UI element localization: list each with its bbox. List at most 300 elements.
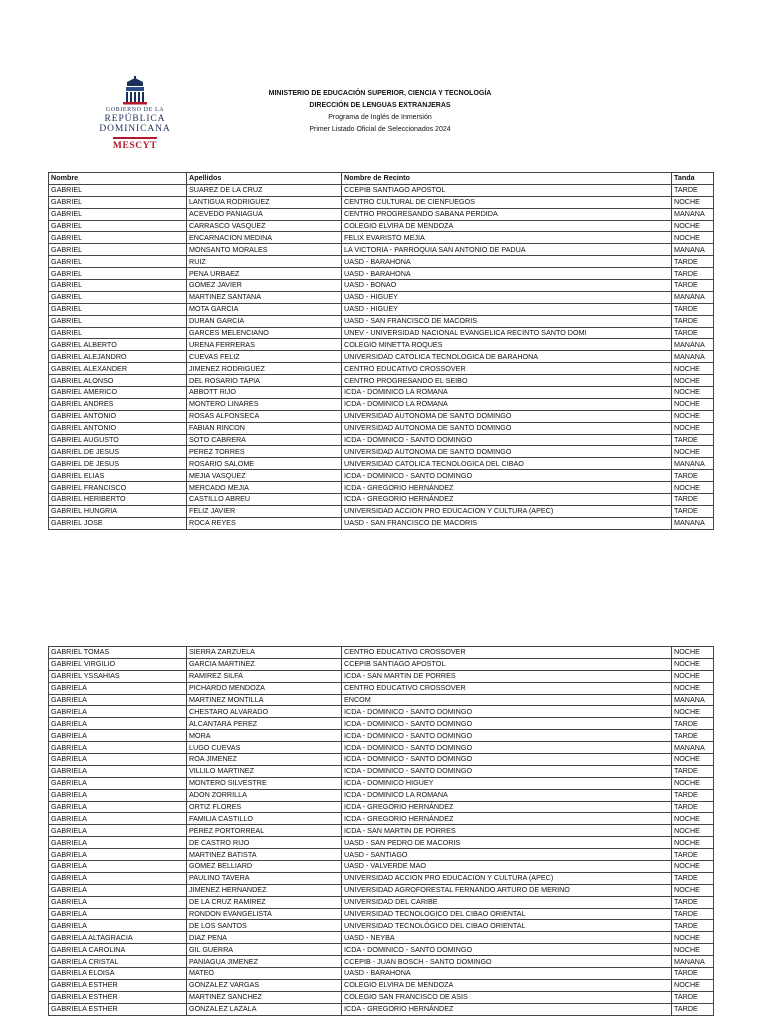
column-header-tanda: Tanda <box>672 173 714 185</box>
table-row <box>49 339 714 351</box>
table-row <box>49 434 714 446</box>
cell-nombre: GABRIEL ALEXANDER <box>49 363 187 375</box>
cell-tanda: TARDE <box>672 256 714 268</box>
cell-nombre: GABRIEL AUGUSTO <box>49 434 187 446</box>
cell-tanda: MANANA <box>672 694 714 706</box>
cell-tanda: NOCHE <box>672 670 714 682</box>
cell-nombre: GABRIEL TOMAS <box>49 647 187 659</box>
cell-apellidos: ENCARNACION MEDINA <box>187 232 342 244</box>
cell-apellidos: DEL ROSARIO TAPIA <box>187 375 342 387</box>
table-row <box>49 991 714 1003</box>
cell-recinto: COLEGIO MINETTA ROQUES <box>342 339 672 351</box>
cell-tanda: NOCHE <box>672 944 714 956</box>
cell-nombre: GABRIELA <box>49 849 187 861</box>
cell-apellidos: PICHARDO MENDOZA <box>187 682 342 694</box>
cell-apellidos: DURAN GARCIA <box>187 315 342 327</box>
cell-recinto: UNEV - UNIVERSIDAD NACIONAL EVANGELICA RECINTO SANTO DOMI <box>342 327 672 339</box>
table-row <box>49 956 714 968</box>
cell-tanda: TARDE <box>672 303 714 315</box>
cell-apellidos: MARTINEZ MONTILLA <box>187 694 342 706</box>
cell-apellidos: FELIZ JAVIER <box>187 505 342 517</box>
cell-nombre: GABRIEL FRANCISCO <box>49 482 187 494</box>
coat-of-arms-icon <box>117 76 153 106</box>
cell-recinto: ICDA - DOMINICO - SANTO DOMINGO <box>342 718 672 730</box>
cell-tanda: TARDE <box>672 968 714 980</box>
cell-nombre: GABRIELA <box>49 765 187 777</box>
cell-apellidos: ADON ZORRILLA <box>187 789 342 801</box>
cell-apellidos: CARRASCO VASQUEZ <box>187 220 342 232</box>
cell-apellidos: JIMENEZ RODRIGUEZ <box>187 363 342 375</box>
table-row <box>49 280 714 292</box>
cell-apellidos: MONSANTO MORALES <box>187 244 342 256</box>
cell-nombre: GABRIEL <box>49 208 187 220</box>
cell-apellidos: ROSAS ALFONSECA <box>187 410 342 422</box>
cell-nombre: GABRIELA <box>49 884 187 896</box>
table-row <box>49 920 714 932</box>
cell-recinto: ICDA - DOMINICO - SANTO DOMINGO <box>342 742 672 754</box>
cell-apellidos: DE LA CRUZ RAMIREZ <box>187 896 342 908</box>
table-row <box>49 398 714 410</box>
department-title: DIRECCIÓN DE LENGUAS EXTRANJERAS <box>309 102 451 109</box>
cell-apellidos: GIL GUERRA <box>187 944 342 956</box>
cell-nombre: GABRIEL <box>49 291 187 303</box>
cell-nombre: GABRIEL ANTONIO <box>49 422 187 434</box>
table-row <box>49 315 714 327</box>
cell-tanda: TARDE <box>672 730 714 742</box>
cell-nombre: GABRIEL <box>49 303 187 315</box>
table-row <box>49 647 714 659</box>
table-row <box>49 387 714 399</box>
cell-tanda: TARDE <box>672 505 714 517</box>
cell-recinto: UNIVERSIDAD AGROFORESTAL FERNANDO ARTURO DE MERINO <box>342 884 672 896</box>
cell-nombre: GABRIELA <box>49 801 187 813</box>
column-header-recinto: Nombre de Recinto <box>342 173 672 185</box>
cell-apellidos: RONDON EVANGELISTA <box>187 908 342 920</box>
cell-tanda: NOCHE <box>672 884 714 896</box>
cell-nombre: GABRIELA ALTAGRACIA <box>49 932 187 944</box>
table-row <box>49 706 714 718</box>
table-row <box>49 944 714 956</box>
cell-apellidos: PANIAGUA JIMENEZ <box>187 956 342 968</box>
logo-mescyt-label: MESCYT <box>112 140 158 151</box>
cell-apellidos: SIERRA ZARZUELA <box>187 647 342 659</box>
cell-recinto: CENTRO EDUCATIVO CROSSOVER <box>342 647 672 659</box>
cell-recinto: ICDA - DOMINICO HIGUEY <box>342 777 672 789</box>
column-header-nombre: Nombre <box>49 173 187 185</box>
cell-nombre: GABRIELA <box>49 872 187 884</box>
cell-tanda: TARDE <box>672 434 714 446</box>
table-row <box>49 196 714 208</box>
table-row <box>49 410 714 422</box>
cell-apellidos: MATEO <box>187 968 342 980</box>
cell-tanda: TARDE <box>672 1003 714 1015</box>
table-row <box>49 505 714 517</box>
cell-tanda: NOCHE <box>672 979 714 991</box>
table-row <box>49 884 714 896</box>
cell-recinto: UASD - HIGUEY <box>342 303 672 315</box>
cell-recinto: ICDA - DOMINICO LA ROMANA <box>342 398 672 410</box>
cell-tanda: NOCHE <box>672 658 714 670</box>
cell-recinto: CENTRO PROGRESANDO EL SEIBO <box>342 375 672 387</box>
cell-apellidos: LANTIGUA RODRIGUEZ <box>187 196 342 208</box>
table-row <box>49 422 714 434</box>
table-row <box>49 363 714 375</box>
table-row <box>49 896 714 908</box>
cell-tanda: NOCHE <box>672 196 714 208</box>
cell-nombre: GABRIEL ALBERTO <box>49 339 187 351</box>
ministry-title: MINISTERIO DE EDUCACIÓN SUPERIOR, CIENCIA Y TECNOLOGÍA <box>268 90 492 97</box>
cell-nombre: GABRIEL DE JESUS <box>49 446 187 458</box>
cell-recinto: CENTRO EDUCATIVO CROSSOVER <box>342 682 672 694</box>
cell-tanda: TARDE <box>672 494 714 506</box>
table-row <box>49 256 714 268</box>
selection-table-bottom <box>48 646 714 1016</box>
cell-recinto: UNIVERSIDAD CATOLICA TECNOLOGICA DE BARAHONA <box>342 351 672 363</box>
cell-apellidos: GARCES MELENCIANO <box>187 327 342 339</box>
cell-tanda: NOCHE <box>672 446 714 458</box>
cell-nombre: GABRIELA <box>49 706 187 718</box>
table-row <box>49 861 714 873</box>
cell-recinto: ICDA - GREGORIO HERNÁNDEZ <box>342 482 672 494</box>
cell-apellidos: SUAREZ DE LA CRUZ <box>187 184 342 196</box>
cell-nombre: GABRIEL <box>49 220 187 232</box>
cell-recinto: ICDA - DOMINICO LA ROMANA <box>342 387 672 399</box>
cell-nombre: GABRIELA <box>49 789 187 801</box>
cell-recinto: CCEPIB - JUAN BOSCH - SANTO DOMINGO <box>342 956 672 968</box>
cell-tanda: MANANA <box>672 458 714 470</box>
cell-apellidos: MARTINEZ SANTANA <box>187 291 342 303</box>
cell-tanda: NOCHE <box>672 861 714 873</box>
table-row <box>49 908 714 920</box>
cell-tanda: NOCHE <box>672 813 714 825</box>
cell-tanda: MANANA <box>672 339 714 351</box>
cell-recinto: CENTRO CULTURAL DE CIENFUEGOS <box>342 196 672 208</box>
table-row <box>49 670 714 682</box>
table-row <box>49 208 714 220</box>
cell-nombre: GABRIEL HUNGRIA <box>49 505 187 517</box>
table-row <box>49 375 714 387</box>
table-row <box>49 220 714 232</box>
cell-apellidos: MARTINEZ BATISTA <box>187 849 342 861</box>
cell-tanda: MANANA <box>672 291 714 303</box>
cell-tanda: NOCHE <box>672 220 714 232</box>
cell-tanda: MANANA <box>672 208 714 220</box>
cell-recinto: UASD - SAN FRANCISCO DE MACORIS <box>342 517 672 529</box>
cell-nombre: GABRIELA <box>49 920 187 932</box>
cell-recinto: ICDA - GREGORIO HERNÁNDEZ <box>342 494 672 506</box>
cell-recinto: CENTRO EDUCATIVO CROSSOVER <box>342 363 672 375</box>
cell-apellidos: PEREZ TORRES <box>187 446 342 458</box>
cell-nombre: GABRIELA ESTHER <box>49 1003 187 1015</box>
cell-nombre: GABRIELA <box>49 908 187 920</box>
table-row <box>49 718 714 730</box>
cell-tanda: NOCHE <box>672 410 714 422</box>
cell-recinto: ICDA - GREGORIO HERNÁNDEZ <box>342 801 672 813</box>
cell-recinto: ICDA - SAN MARTIN DE PORRES <box>342 670 672 682</box>
cell-nombre: GABRIEL ANDRES <box>49 398 187 410</box>
cell-recinto: UNIVERSIDAD ACCION PRO EDUCACION Y CULTURA (APEC) <box>342 505 672 517</box>
cell-nombre: GABRIEL <box>49 232 187 244</box>
cell-tanda: TARDE <box>672 327 714 339</box>
cell-tanda: TARDE <box>672 280 714 292</box>
cell-tanda: TARDE <box>672 896 714 908</box>
table-row <box>49 268 714 280</box>
cell-nombre: GABRIELA <box>49 682 187 694</box>
cell-nombre: GABRIEL ELIAS <box>49 470 187 482</box>
selection-table-top <box>48 172 714 530</box>
table-row <box>49 327 714 339</box>
cell-apellidos: JIMENEZ HERNANDEZ <box>187 884 342 896</box>
cell-apellidos: ACEVEDO PANIAGUA <box>187 208 342 220</box>
cell-nombre: GABRIELA <box>49 825 187 837</box>
cell-nombre: GABRIEL <box>49 327 187 339</box>
cell-apellidos: RAMIREZ SILFA <box>187 670 342 682</box>
cell-tanda: MANANA <box>672 351 714 363</box>
cell-tanda: NOCHE <box>672 932 714 944</box>
cell-recinto: ICDA - GREGORIO HERNÁNDEZ <box>342 1003 672 1015</box>
cell-apellidos: VILLILO MARTINEZ <box>187 765 342 777</box>
cell-recinto: CCEPIB SANTIAGO APOSTOL <box>342 658 672 670</box>
cell-nombre: GABRIEL AMERICO <box>49 387 187 399</box>
cell-nombre: GABRIEL VIRGILIO <box>49 658 187 670</box>
cell-apellidos: MERCADO MEJIA <box>187 482 342 494</box>
cell-recinto: UASD - BARAHONA <box>342 968 672 980</box>
cell-tanda: NOCHE <box>672 398 714 410</box>
cell-tanda: NOCHE <box>672 706 714 718</box>
cell-apellidos: GOMEZ JAVIER <box>187 280 342 292</box>
table-row <box>49 932 714 944</box>
cell-tanda: TARDE <box>672 908 714 920</box>
table-row <box>49 765 714 777</box>
table-row <box>49 813 714 825</box>
cell-tanda: TARDE <box>672 872 714 884</box>
cell-recinto: COLEGIO SAN FRANCISCO DE ASIS <box>342 991 672 1003</box>
cell-recinto: UNIVERSIDAD AUTONOMA DE SANTO DOMINGO <box>342 422 672 434</box>
cell-nombre: GABRIELA CRISTAL <box>49 956 187 968</box>
cell-recinto: CENTRO PROGRESANDO SABANA PERDIDA <box>342 208 672 220</box>
table-row <box>49 244 714 256</box>
cell-tanda: TARDE <box>672 849 714 861</box>
cell-recinto: UNIVERSIDAD TECNOLÓGICO DEL CIBAO ORIENTAL <box>342 920 672 932</box>
table-row <box>49 658 714 670</box>
table-row <box>49 789 714 801</box>
cell-nombre: GABRIEL YSSAHIAS <box>49 670 187 682</box>
table-row <box>49 351 714 363</box>
document-header <box>230 88 530 136</box>
cell-nombre: GABRIELA <box>49 813 187 825</box>
table-row <box>49 837 714 849</box>
cell-recinto: UASD - VALVERDE MAO <box>342 861 672 873</box>
cell-recinto: UNIVERSIDAD AUTONOMA DE SANTO DOMINGO <box>342 410 672 422</box>
cell-tanda: TARDE <box>672 184 714 196</box>
cell-tanda: MANANA <box>672 956 714 968</box>
table-row <box>49 517 714 529</box>
cell-tanda: NOCHE <box>672 647 714 659</box>
cell-recinto: UNIVERSIDAD AUTONOMA DE SANTO DOMINGO <box>342 446 672 458</box>
cell-tanda: TARDE <box>672 470 714 482</box>
cell-nombre: GABRIEL <box>49 196 187 208</box>
cell-recinto: UASD - SAN FRANCISCO DE MACORIS <box>342 315 672 327</box>
cell-apellidos: ABBOTT RIJO <box>187 387 342 399</box>
cell-recinto: UASD - HIGUEY <box>342 291 672 303</box>
cell-tanda: TARDE <box>672 315 714 327</box>
mescyt-logo <box>70 76 200 151</box>
cell-recinto: UASD - SANTIAGO <box>342 849 672 861</box>
cell-tanda: NOCHE <box>672 232 714 244</box>
table-row <box>49 968 714 980</box>
cell-tanda: NOCHE <box>672 682 714 694</box>
cell-recinto: ICDA - DOMINICO - SANTO DOMINGO <box>342 434 672 446</box>
cell-recinto: LA VICTORIA - PARROQUIA SAN ANTONIO DE PADUA <box>342 244 672 256</box>
cell-tanda: TARDE <box>672 718 714 730</box>
cell-apellidos: MONTERO SILVESTRE <box>187 777 342 789</box>
cell-apellidos: CHESTARO ALVARADO <box>187 706 342 718</box>
cell-tanda: NOCHE <box>672 837 714 849</box>
cell-recinto: ICDA - DOMINICO - SANTO DOMINGO <box>342 706 672 718</box>
table-row <box>49 694 714 706</box>
cell-recinto: ICDA - DOMINICO - SANTO DOMINGO <box>342 754 672 766</box>
cell-tanda: TARDE <box>672 268 714 280</box>
cell-recinto: UNIVERSIDAD TECNOLOGICO DEL CIBAO ORIENTAL <box>342 908 672 920</box>
table-row <box>49 801 714 813</box>
cell-apellidos: CASTILLO ABREU <box>187 494 342 506</box>
cell-nombre: GABRIELA <box>49 754 187 766</box>
cell-recinto: UASD - NEYBA <box>342 932 672 944</box>
cell-recinto: ICDA - DOMINICO - SANTO DOMINGO <box>342 765 672 777</box>
cell-apellidos: DIAZ PENA <box>187 932 342 944</box>
cell-apellidos: RUIZ <box>187 256 342 268</box>
cell-apellidos: DE CASTRO RIJO <box>187 837 342 849</box>
cell-nombre: GABRIEL <box>49 244 187 256</box>
table-row <box>49 303 714 315</box>
cell-apellidos: ROCA REYES <box>187 517 342 529</box>
table-row <box>49 184 714 196</box>
table-row <box>49 777 714 789</box>
cell-recinto: FELIX EVARISTO MEJIA <box>342 232 672 244</box>
table-row <box>49 458 714 470</box>
cell-recinto: ENCOM <box>342 694 672 706</box>
cell-apellidos: FAMILIA CASTILLO <box>187 813 342 825</box>
cell-recinto: ICDA - DOMINICO - SANTO DOMINGO <box>342 944 672 956</box>
table-row <box>49 754 714 766</box>
cell-tanda: NOCHE <box>672 777 714 789</box>
cell-tanda: NOCHE <box>672 375 714 387</box>
table-row <box>49 1003 714 1015</box>
cell-nombre: GABRIEL DE JESUS <box>49 458 187 470</box>
cell-tanda: MANANA <box>672 244 714 256</box>
table-row <box>49 979 714 991</box>
cell-nombre: GABRIELA <box>49 718 187 730</box>
cell-apellidos: MEJIA VASQUEZ <box>187 470 342 482</box>
cell-nombre: GABRIELA <box>49 896 187 908</box>
cell-recinto: COLEGIO ELVIRA DE MENDOZA <box>342 220 672 232</box>
cell-apellidos: MOTA GARCIA <box>187 303 342 315</box>
table-row <box>49 730 714 742</box>
list-title: Primer Listado Oficial de Seleccionados 2024 <box>309 126 451 133</box>
cell-nombre: GABRIELA <box>49 730 187 742</box>
table-row <box>49 232 714 244</box>
cell-nombre: GABRIEL <box>49 268 187 280</box>
cell-nombre: GABRIEL ALEJANDRO <box>49 351 187 363</box>
cell-nombre: GABRIEL HERIBERTO <box>49 494 187 506</box>
cell-apellidos: ORTIZ FLORES <box>187 801 342 813</box>
cell-tanda: TARDE <box>672 801 714 813</box>
table-row <box>49 682 714 694</box>
cell-apellidos: FABIAN RINCON <box>187 422 342 434</box>
table-row <box>49 291 714 303</box>
cell-apellidos: CUEVAS FELIZ <box>187 351 342 363</box>
cell-nombre: GABRIEL <box>49 315 187 327</box>
table-row <box>49 494 714 506</box>
cell-recinto: CCEPIB SANTIAGO APOSTOL <box>342 184 672 196</box>
cell-nombre: GABRIELA ELOISA <box>49 968 187 980</box>
cell-recinto: ICDA - DOMINICO - SANTO DOMINGO <box>342 730 672 742</box>
cell-recinto: UASD - SAN PEDRO DE MACORIS <box>342 837 672 849</box>
cell-nombre: GABRIELA ESTHER <box>49 979 187 991</box>
cell-apellidos: PEREZ PORTORREAL <box>187 825 342 837</box>
cell-tanda: TARDE <box>672 991 714 1003</box>
table-row <box>49 470 714 482</box>
cell-tanda: TARDE <box>672 920 714 932</box>
logo-government-label: GOBIERNO DE LA <box>105 107 165 113</box>
cell-tanda: NOCHE <box>672 825 714 837</box>
cell-recinto: COLEGIO ELVIRA DE MENDOZA <box>342 979 672 991</box>
cell-tanda: MANANA <box>672 517 714 529</box>
cell-apellidos: SOTO CABRERA <box>187 434 342 446</box>
cell-apellidos: ROSARIO SALOME <box>187 458 342 470</box>
cell-tanda: TARDE <box>672 789 714 801</box>
cell-recinto: UNIVERSIDAD CATOLICA TECNOLOGICA DEL CIBAO <box>342 458 672 470</box>
cell-tanda: MANANA <box>672 742 714 754</box>
table-row <box>49 849 714 861</box>
table-header-row <box>49 173 714 185</box>
table-row <box>49 872 714 884</box>
logo-republic-label: REPÚBLICA DOMINICANA <box>99 114 171 134</box>
cell-recinto: UASD - BARAHONA <box>342 256 672 268</box>
cell-apellidos: MONTERO LINARES <box>187 398 342 410</box>
cell-nombre: GABRIELA ESTHER <box>49 991 187 1003</box>
cell-nombre: GABRIELA <box>49 777 187 789</box>
cell-recinto: ICDA - DOMINICO - SANTO DOMINGO <box>342 470 672 482</box>
cell-tanda: NOCHE <box>672 387 714 399</box>
cell-apellidos: URENA FERRERAS <box>187 339 342 351</box>
program-title: Programa de Inglés de Inmersión <box>328 114 432 121</box>
cell-apellidos: LUGO CUEVAS <box>187 742 342 754</box>
cell-nombre: GABRIELA <box>49 861 187 873</box>
cell-recinto: ICDA - DOMINICO LA ROMANA <box>342 789 672 801</box>
cell-apellidos: ALCANTARA PEREZ <box>187 718 342 730</box>
cell-recinto: UNIVERSIDAD DEL CARIBE <box>342 896 672 908</box>
table-row <box>49 446 714 458</box>
cell-tanda: NOCHE <box>672 363 714 375</box>
cell-nombre: GABRIELA <box>49 742 187 754</box>
cell-nombre: GABRIELA CAROLINA <box>49 944 187 956</box>
cell-apellidos: MARTINEZ SANCHEZ <box>187 991 342 1003</box>
cell-recinto: ICDA - GREGORIO HERNÁNDEZ <box>342 813 672 825</box>
cell-recinto: UASD - BONAO <box>342 280 672 292</box>
cell-apellidos: PENA URBAEZ <box>187 268 342 280</box>
cell-apellidos: ROA JIMENEZ <box>187 754 342 766</box>
cell-apellidos: DE LOS SANTOS <box>187 920 342 932</box>
logo-divider <box>113 137 157 139</box>
cell-nombre: GABRIEL <box>49 256 187 268</box>
cell-nombre: GABRIEL <box>49 184 187 196</box>
cell-apellidos: GONZALEZ VARGAS <box>187 979 342 991</box>
table-row <box>49 825 714 837</box>
cell-tanda: NOCHE <box>672 422 714 434</box>
cell-apellidos: GONZALEZ LAZALA <box>187 1003 342 1015</box>
cell-recinto: ICDA - SAN MARTIN DE PORRES <box>342 825 672 837</box>
